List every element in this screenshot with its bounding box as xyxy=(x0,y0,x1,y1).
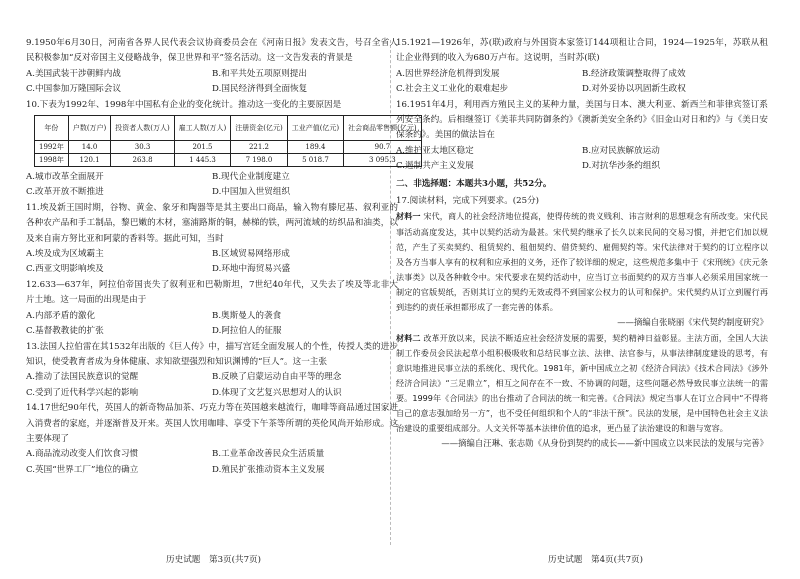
material-two-label: 材料二 xyxy=(396,332,421,343)
q12-option-c: C.基督教教徒的扩张 xyxy=(26,326,104,337)
table-header-cell: 注册资金(亿元) xyxy=(231,116,287,141)
q14-option-b: B.工业革命改善民众生活质量 xyxy=(212,449,325,460)
q10-option-d: D.中国加入世贸组织 xyxy=(212,187,291,198)
material-two xyxy=(396,331,768,437)
q11-option-b: B.区域贸易网络形成 xyxy=(212,249,290,260)
q15-option-a: A.因世界经济危机得到发展 xyxy=(396,68,500,79)
q11-options xyxy=(26,247,398,278)
q12-option-a: A.内部矛盾的激化 xyxy=(26,310,96,321)
q9-option-a: A.美国武装干涉朝鲜内战 xyxy=(26,68,121,79)
q12-stem: 12.633—637年，阿拉伯帝国丧失了叙利亚和巴勒斯坦，7世纪40年代，又失去了埃及等北非大片土地。这一局面的出现是由于 xyxy=(26,279,398,306)
q10-options xyxy=(26,170,398,201)
table-cell: 90.7 xyxy=(344,141,421,154)
table-row xyxy=(35,141,422,154)
material-one-source: ——摘编自张晓丽《宋代契约制度研究》 xyxy=(617,317,768,328)
material-one xyxy=(396,209,768,315)
q13-option-d: D.体现了文艺复兴思想对人的认识 xyxy=(212,387,342,398)
material-two-source: ——摘编自汪琳、张志勋《从身份到契约的成长——新中国成立以来民法的发展与完善》 xyxy=(441,438,768,449)
table-cell: 1992年 xyxy=(35,141,69,154)
q10-option-a: A.城市改革全面展开 xyxy=(26,172,104,183)
table-cell: 201.5 xyxy=(174,141,230,154)
q12-option-b: B.奥斯曼人的袭食 xyxy=(212,310,282,321)
q16-stem: 16.1951年4月，利用西方殖民主义的某种力量，美国与日本、澳大利亚、新西兰和菲律宾签订系列安全条约。后相继签订《美菲共同防御条约》《澳新美安全条约》《旧金山对日和约》与《美日安保条约》。美国的做法旨在 xyxy=(396,99,768,141)
q15-option-b: B.经济政策调整取得了成效 xyxy=(582,68,686,79)
q11-option-a: A.埃及成为区域霸主 xyxy=(26,249,104,260)
table-cell: 120.1 xyxy=(68,154,110,167)
q12-options xyxy=(26,309,398,340)
q13-stem: 13.法国人拉伯雷在其1532年出版的《巨人传》中，描写宫廷全面发展人的个性，传授人类的进步知识，使受教育者成为身体健康、求知欲望强烈和知识渊博的“巨人”。这一主张 xyxy=(26,341,398,367)
q12-option-d: D.阿拉伯人的征服 xyxy=(212,326,282,337)
q14-options xyxy=(26,447,398,478)
table-header-cell: 工业产值(亿元) xyxy=(287,116,343,141)
q11-stem: 11.埃及新王国时期，谷物、黄金、象牙和陶器等是其主要出口商品，输入物有滕尼基、叙利亚的各种农产品和手工制品，黎巴嫩的木材，塞浦路斯的铜，赫梯的铁，两河流域的纺织品和油类，以及来自南方努比亚和阿蒙的香料等。据此可知，当时 xyxy=(26,202,398,244)
q9-option-c: C.中国参加万隆国际会议 xyxy=(26,84,121,95)
table-cell: 221.2 xyxy=(231,141,287,154)
table-cell: 263.8 xyxy=(111,154,174,167)
table-cell: 14.0 xyxy=(68,141,110,154)
q13-option-a: A.推动了法国民族意识的觉醒 xyxy=(26,372,139,383)
q15-option-c: C.社会主义工业化的艰难起步 xyxy=(396,84,509,95)
q16-option-c: C.遏制共产主义发展 xyxy=(396,161,474,172)
q14-stem: 14.17世纪90年代，英国人的新奇物品加茶、巧克力等在英国越来越流行，咖啡等商品通过国家进入消费者的家庭，并逐渐普及开来。英国人饮用咖啡、享受下午茶等所谓的英伦风尚开始形成。这主要体现了 xyxy=(26,403,398,444)
table-header-cell: 年份 xyxy=(35,116,69,141)
q14-option-a: A.商品流动改变人们饮食习惯 xyxy=(26,449,139,460)
table-cell: 1998年 xyxy=(35,154,69,167)
table-cell: 1 445.3 xyxy=(174,154,230,167)
table-header-cell: 社会商品零售额(亿元) xyxy=(344,116,421,141)
q16-option-a: A.维护亚太地区稳定 xyxy=(396,145,474,156)
material-one-label: 材料一 xyxy=(396,211,421,222)
table-row xyxy=(35,154,422,167)
right-column xyxy=(396,36,768,452)
q13-options xyxy=(26,370,398,401)
q10-option-c: C.改革开放不断推进 xyxy=(26,187,104,198)
q10-table xyxy=(34,115,422,167)
q17-stem: 17.阅读材料，完成下列要求。(25分) xyxy=(396,196,540,207)
table-cell: 189.4 xyxy=(287,141,343,154)
table-cell: 30.3 xyxy=(111,141,174,154)
q16-option-b: B.应对民族解放运动 xyxy=(582,145,660,156)
q10-option-b: B.现代企业制度建立 xyxy=(212,172,290,183)
q14-option-c: C.英国“世界工厂”地位的确立 xyxy=(26,464,139,475)
q9-options xyxy=(26,67,398,98)
q16-options xyxy=(396,144,768,175)
page-footer-left: 历史试题 第3页(共7页) xyxy=(166,555,261,565)
page-footer-right: 历史试题 第4页(共7页) xyxy=(548,555,643,565)
q10-stem: 10.下表为1992年、1998年中国私有企业的变化统计。推动这一变化的主要原因是 xyxy=(26,99,342,110)
q13-option-c: C.受到了近代科学兴起的影响 xyxy=(26,387,139,398)
table-cell: 7 198.0 xyxy=(231,154,287,167)
q13-option-b: B.反映了启蒙运动自由平等的理念 xyxy=(212,372,342,383)
q15-option-d: D.对外妥协以巩固新生政权 xyxy=(582,84,686,95)
q16-option-d: D.对抗华沙条约组织 xyxy=(582,161,661,172)
q11-option-c: C.西亚文明影响埃及 xyxy=(26,264,104,275)
q9-stem: 9.1950年6月30日，河南省各界人民代表会议协商委员会在《河南日报》发表文告，号召全省人民积极参加“反对帝国主义侵略战争，保卫世界和平”签名活动。这一文告发表的背景是 xyxy=(26,38,398,64)
q14-option-d: D.殖民扩张推动资本主义发展 xyxy=(212,464,325,475)
q15-stem: 15.1921—1926年，苏(联)政府与外国资本家签订144项租让合同，1924—1925年，苏联从租让企业得到的收入为680万卢布。这说明，当时苏(联) xyxy=(396,38,768,64)
table-cell: 3 095.3 xyxy=(344,154,421,167)
q9-option-b: B.和平共处五项原则提出 xyxy=(212,68,307,79)
q11-option-d: D.环地中海贸易兴盛 xyxy=(212,264,291,275)
material-one-text: 宋代，商人的社会经济地位提高，使得传统的贵义贱利、讳言财利的思想观念有所改变。宋代民事活动高度发达，其中以契约活动为最甚。宋代契约继承了长久以来民间的交易习惯，并把它们加以规范，产生了买卖契约、租赁契约、租佃契约、借贷契约、雇佣契约等。宋代法律对于契约的订立程序以及各方当事人享有的权利和应承担的义务，还作了较详细的规定，这些规范多集中于《宋刑统》《庆元条法事类》以及各种敕令中。宋代要求在契约活动中，应当订立书面契约的双方当事人必须采用国家统一制定的官版契纸，否则其订立的契约无效或得不到国家公权力的认可和保护。宋代契约从订立到履行再到违约的责任承担都形成了一套完善的体系。 xyxy=(396,211,768,313)
q15-options xyxy=(396,67,768,98)
material-two-text: 改革开放以来，民法不断适应社会经济发展的需要，契约精神日益彰显。主法方面，全国人大法制工作委员会民法起草小组积极吸收和总结民事立法、法律、法官参与，从事法律制度建设的思考，有意识地推进民事立法的系统化、现代化。1981年，新中国成立之初《经济合同法》《技术合同法》《涉外经济合同法》“三足鼎立”，相互之间存在不一致、不协调的问题，这些问题必然导致民事立法统一的需要。1999年《合同法》的出台推动了合同法的统一和完善。《合同法》规定当事人在订立合同中“不得将自己的意志强加给另一方”，也不受任何组织和个人的“非法干预”。民法的发展，是中国特色社会主义法治建设的重要组成部分。人文关怀等基本法律价值的追求，更凸显了法治建设的和谐与宽容。 xyxy=(396,332,768,434)
table-cell: 5 018.7 xyxy=(287,154,343,167)
table-header-cell: 投资者人数(万人) xyxy=(111,116,174,141)
q9-option-d: D.国民经济得到全面恢复 xyxy=(212,84,308,95)
table-header-cell: 雇工人数(万人) xyxy=(174,116,230,141)
section-heading: 二、非选择题：本题共3小题，共52分。 xyxy=(396,178,552,189)
table-header-row xyxy=(35,116,422,141)
table-header-cell: 户数(万户) xyxy=(68,116,110,141)
